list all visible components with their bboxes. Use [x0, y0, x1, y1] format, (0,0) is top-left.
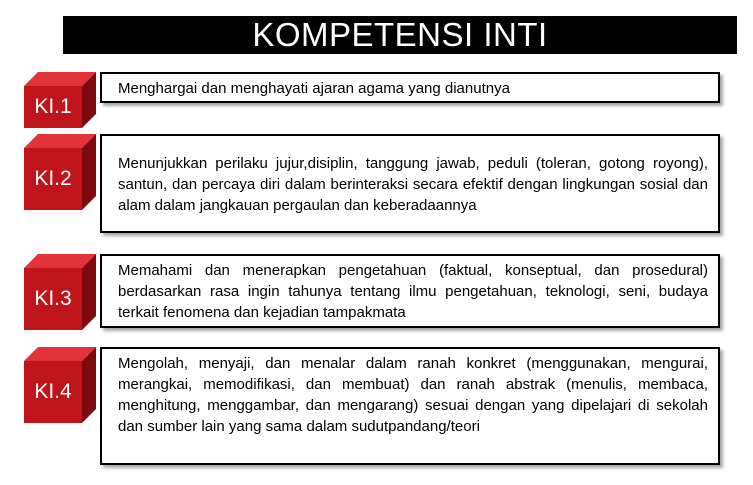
ki-label-2: KI.2: [34, 167, 72, 190]
ki-badge-2: [24, 134, 96, 210]
ki-text-4: Mengolah, menyaji, dan menalar dalam ranah konkret (menggunakan, mengurai, merangkai, memodifikasi, dan membuat) dan ranah abstrak (menulis, membaca, menghitung, menggambar, dan mengarang) sesuai dengan yang dipelajari di sekolah dan sumber lain yang sama dalam sudutpandang/teori: [100, 347, 720, 465]
ki-label-1: KI.1: [34, 95, 72, 118]
ki-badge-4: [24, 347, 96, 423]
ki-label-4: KI.4: [34, 380, 72, 403]
ki-badge-3: [24, 254, 96, 330]
ki-text-1: Menghargai dan menghayati ajaran agama yang dianutnya: [100, 72, 720, 103]
ki-text-3: Memahami dan menerapkan pengetahuan (faktual, konseptual, dan prosedural) berdasarkan rasa ingin tahunya tentang ilmu pengetahuan, teknologi, seni, budaya terkait fenomena dan kejadian tampakmata: [100, 254, 720, 328]
ki-label-3: KI.3: [34, 287, 72, 310]
page-title: KOMPETENSI INTI: [63, 16, 737, 54]
ki-badge-1: [24, 72, 96, 128]
ki-text-2: Menunjukkan perilaku jujur,disiplin, tanggung jawab, peduli (toleran, gotong royong), santun, dan percaya diri dalam berinteraksi secara efektif dengan lingkungan sosial dan alam dalam jangkauan pergaulan dan keberadaannya: [100, 134, 720, 233]
